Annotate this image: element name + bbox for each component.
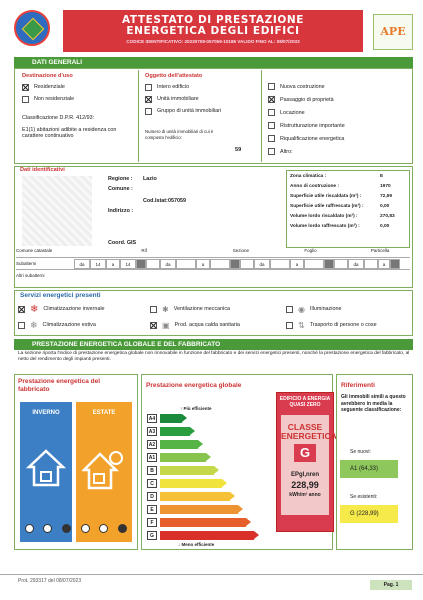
ref-new-label: Se nuovi:: [350, 449, 371, 455]
class-label-d: D: [147, 492, 157, 501]
footer-protocol: Prot. 293317 del 08/07/2023: [18, 578, 82, 584]
class-bar-b: [160, 466, 214, 475]
cooled-area-label: Superficie utile raffrescata (m²) :: [290, 204, 364, 209]
class-label: CLASSE ENERGETICA: [281, 422, 337, 441]
class-label-a4: A4: [148, 416, 156, 422]
class-bar-a3: [160, 427, 190, 436]
ep-unit: kWh/m² anno: [289, 492, 321, 498]
lighting-label: Illuminazione: [309, 306, 342, 312]
istat-value: 057059: [168, 198, 186, 204]
cadastre-rif-header: Rif: [141, 248, 147, 253]
non-residential-label: Non residenziale: [34, 96, 75, 102]
winter-title: INVERNO: [32, 410, 60, 416]
class-label-a2: A2: [148, 442, 156, 448]
elevator-icon: ⇅: [298, 320, 305, 330]
building-data-box: [286, 170, 410, 248]
arrow-up-icon: ↑: [180, 406, 184, 411]
reference-title: Riferimenti: [341, 382, 375, 389]
cooled-area-value: 0,00: [380, 204, 390, 209]
use-block: [22, 73, 134, 139]
climate-value: E: [380, 174, 384, 179]
cooled-volume-label: Volume lordo raffrescato (m³) :: [290, 224, 360, 229]
heated-volume-value: 270,83: [380, 214, 395, 219]
cooled-volume-value: 0,00: [380, 224, 390, 229]
tap-icon: ▣: [162, 320, 170, 330]
header-title-1: ATTESTATO DI PRESTAZIONE: [121, 14, 305, 26]
dhw-label: Prod. acqua calda sanitaria: [174, 322, 240, 328]
class-result-inner: [281, 415, 337, 515]
cadastre-foglio-header: Foglio: [304, 248, 317, 253]
header-banner: [63, 10, 363, 52]
transport-label: Trasporto di persone o cose: [309, 322, 377, 328]
cadastre-sezione-header: Sezione: [232, 248, 249, 253]
fan-icon: ✱: [162, 304, 169, 314]
new-construction-checkbox[interactable]: [268, 83, 275, 90]
lighting-checkbox[interactable]: [286, 306, 293, 313]
class-label-c: C: [147, 479, 157, 488]
winter-label: Climatizzazione invernale: [43, 306, 105, 312]
heated-volume-label: Volume lordo riscaldato (m³) :: [290, 214, 358, 219]
fabric-title: Prestazione energetica del fabbricato: [18, 378, 101, 393]
requalification-checkbox[interactable]: [268, 135, 275, 142]
ident-title: Dati identificativi: [20, 167, 65, 173]
address-label: Indirizzo :: [108, 208, 134, 214]
sub-from-value: 14: [90, 259, 106, 269]
transfer-label: Passaggio di proprietà: [280, 96, 334, 103]
footer-page: Pag. 1: [370, 580, 412, 590]
class-label-b: B: [147, 466, 157, 475]
region-label: Regione :: [108, 176, 133, 182]
cadastre-comune-header: Comune catastale: [16, 248, 53, 253]
face-icon: [81, 524, 90, 533]
residential-label: Residenziale: [34, 84, 65, 90]
rent-checkbox[interactable]: [268, 109, 275, 116]
face-icon: [99, 524, 108, 533]
unit-checkbox[interactable]: [145, 96, 152, 103]
house-sun-icon: [82, 446, 128, 490]
ref-existing-arrow: [340, 505, 398, 523]
unit-label: Unità immobiliare: [157, 96, 199, 102]
ep-label: EPgl,nren: [290, 472, 319, 478]
class-bar-a4: [160, 414, 182, 423]
renovation-checkbox[interactable]: [268, 122, 275, 129]
year-label: Anno di costruzione :: [290, 184, 340, 189]
group-checkbox[interactable]: [145, 108, 152, 115]
transfer-checkbox[interactable]: [268, 96, 275, 103]
house-icon: [26, 448, 66, 488]
ventilation-label: Ventilazione meccanica: [173, 306, 231, 312]
residential-checkbox[interactable]: [22, 84, 29, 91]
reason-block: [268, 80, 408, 158]
face-icon: [62, 524, 71, 533]
sub-to-value: 14: [120, 259, 136, 269]
class-bar-a1: [160, 453, 206, 462]
class-bar-e: [160, 505, 238, 514]
region-value: Lazio: [143, 176, 157, 182]
rating-faces: [20, 524, 132, 533]
renovation-label: Ristrutturazione importante: [280, 122, 345, 129]
use-title: Destinazione d'uso: [22, 73, 73, 79]
classification-label: Classificazione D.P.R. 412/93:: [22, 115, 95, 121]
new-construction-label: Nuova costruzione: [280, 83, 325, 90]
whole-building-checkbox[interactable]: [145, 84, 152, 91]
year-value: 1970: [380, 184, 391, 189]
arrow-down-icon: ↓: [178, 542, 182, 547]
header-title-2: ENERGETICA DEGLI EDIFICI: [126, 25, 300, 37]
footer-divider: [0, 574, 423, 575]
group-label: Gruppo di unità immobiliari: [157, 108, 222, 114]
winter-panel: [20, 402, 72, 542]
unit-count-label: Numero di unità immobiliari di cui è composto l'edificio:: [145, 129, 214, 140]
climate-label: Zona climatica :: [290, 174, 327, 179]
cadastre-particella-header: Particella: [370, 248, 390, 253]
ref-existing-label: Se esistenti:: [350, 494, 378, 500]
ape-logo: APE: [373, 14, 413, 50]
subalterni-label: Subalterni: [16, 261, 37, 266]
heated-area-value: 72,59: [380, 194, 393, 199]
rent-label: Locazione: [280, 109, 305, 116]
most-efficient-label: ↑ Più efficiente: [180, 406, 212, 411]
face-icon: [25, 524, 34, 533]
transport-checkbox[interactable]: [286, 322, 293, 329]
summer-panel: [76, 402, 132, 542]
performance-description: La sezione riporta l'indice di prestazione energetica globale non rinnovabile in funzione del fabbricato e dei servizi energetici presenti, nonché la prestazione energetica del fabbricato, al netto del rendimento degli impianti presenti.: [18, 351, 410, 362]
header-code: CODICE IDENTIFICATIVO: 20230708-057059-10186 VALIDO FINO AL: 08/07/2033: [126, 39, 300, 44]
requalification-label: Riqualificazione energetica: [280, 135, 345, 142]
class-bar-c: [160, 479, 222, 488]
class-value: G: [294, 444, 316, 462]
bulb-icon: ◉: [298, 304, 305, 314]
non-residential-checkbox[interactable]: [22, 96, 29, 103]
dhw-checkbox[interactable]: [150, 322, 157, 329]
class-bar-g: [160, 531, 254, 540]
reference-desc: Gli immobili simili a questo avrebbero in media la seguente classificazione:: [341, 394, 406, 413]
building-photo-placeholder: [22, 176, 92, 246]
face-icon: [43, 524, 52, 533]
class-label-a3: A3: [148, 429, 156, 435]
ep-value: 228,99: [291, 480, 319, 490]
face-icon: [118, 524, 127, 533]
other-subalterni-label: Altri subalterni: [16, 273, 45, 278]
whole-building-label: Intero edificio: [157, 84, 190, 90]
classification-value: E1(1) abitazioni adibite a residenza con carattere continuativo: [22, 127, 117, 139]
other-checkbox[interactable]: [268, 148, 275, 155]
comune-label: Comune :: [108, 186, 133, 192]
less-efficient-label: ↓ Meno efficiente: [178, 542, 215, 547]
summer-label: Climatizzazione estiva: [42, 322, 96, 328]
winter-checkbox[interactable]: [18, 306, 25, 313]
section-performance: PRESTAZIONE ENERGETICA GLOBALE E DEL FABBRICATO: [14, 339, 413, 350]
region-emblem: [14, 10, 50, 46]
heated-area-label: Superficie utile riscaldata (m²) :: [290, 194, 362, 199]
class-bar-f: [160, 518, 246, 527]
class-label-a1: A1: [148, 455, 156, 461]
ref-new-value: A1 (64,33): [350, 466, 379, 472]
cadastre-table: Comune catastale Rif Sezione Foglio Particella Subalterni da 14 a 14 da a da a da a Altri subalterni: [16, 248, 410, 281]
unit-count-value: 59: [235, 147, 242, 153]
services-title: Servizi energetici presenti: [20, 292, 101, 299]
object-title: Oggetto dell'attestato: [145, 73, 203, 79]
class-label-e: E: [147, 505, 157, 514]
object-block: [138, 70, 262, 162]
ref-existing-value: G (228,99): [350, 511, 379, 517]
class-label-g: G: [147, 531, 157, 540]
coord-label: Coord. GIS: [108, 240, 137, 246]
istat-label: Cod.Istat:: [143, 198, 168, 204]
ref-new-arrow: [340, 460, 398, 478]
class-label-f: F: [147, 518, 157, 527]
section-general: DATI GENERALI: [14, 57, 413, 68]
nzeb-label: EDIFICIO A ENERGIA QUASI ZERO: [279, 396, 331, 408]
summer-checkbox[interactable]: [18, 322, 25, 329]
global-title: Prestazione energetica globale: [146, 382, 242, 389]
ventilation-checkbox[interactable]: [150, 306, 157, 313]
class-result-panel: [276, 392, 337, 532]
other-label: Altro:: [280, 148, 293, 155]
class-bar-a2: [160, 440, 198, 449]
summer-title: ESTATE: [92, 410, 116, 416]
class-bar-d: [160, 492, 230, 501]
